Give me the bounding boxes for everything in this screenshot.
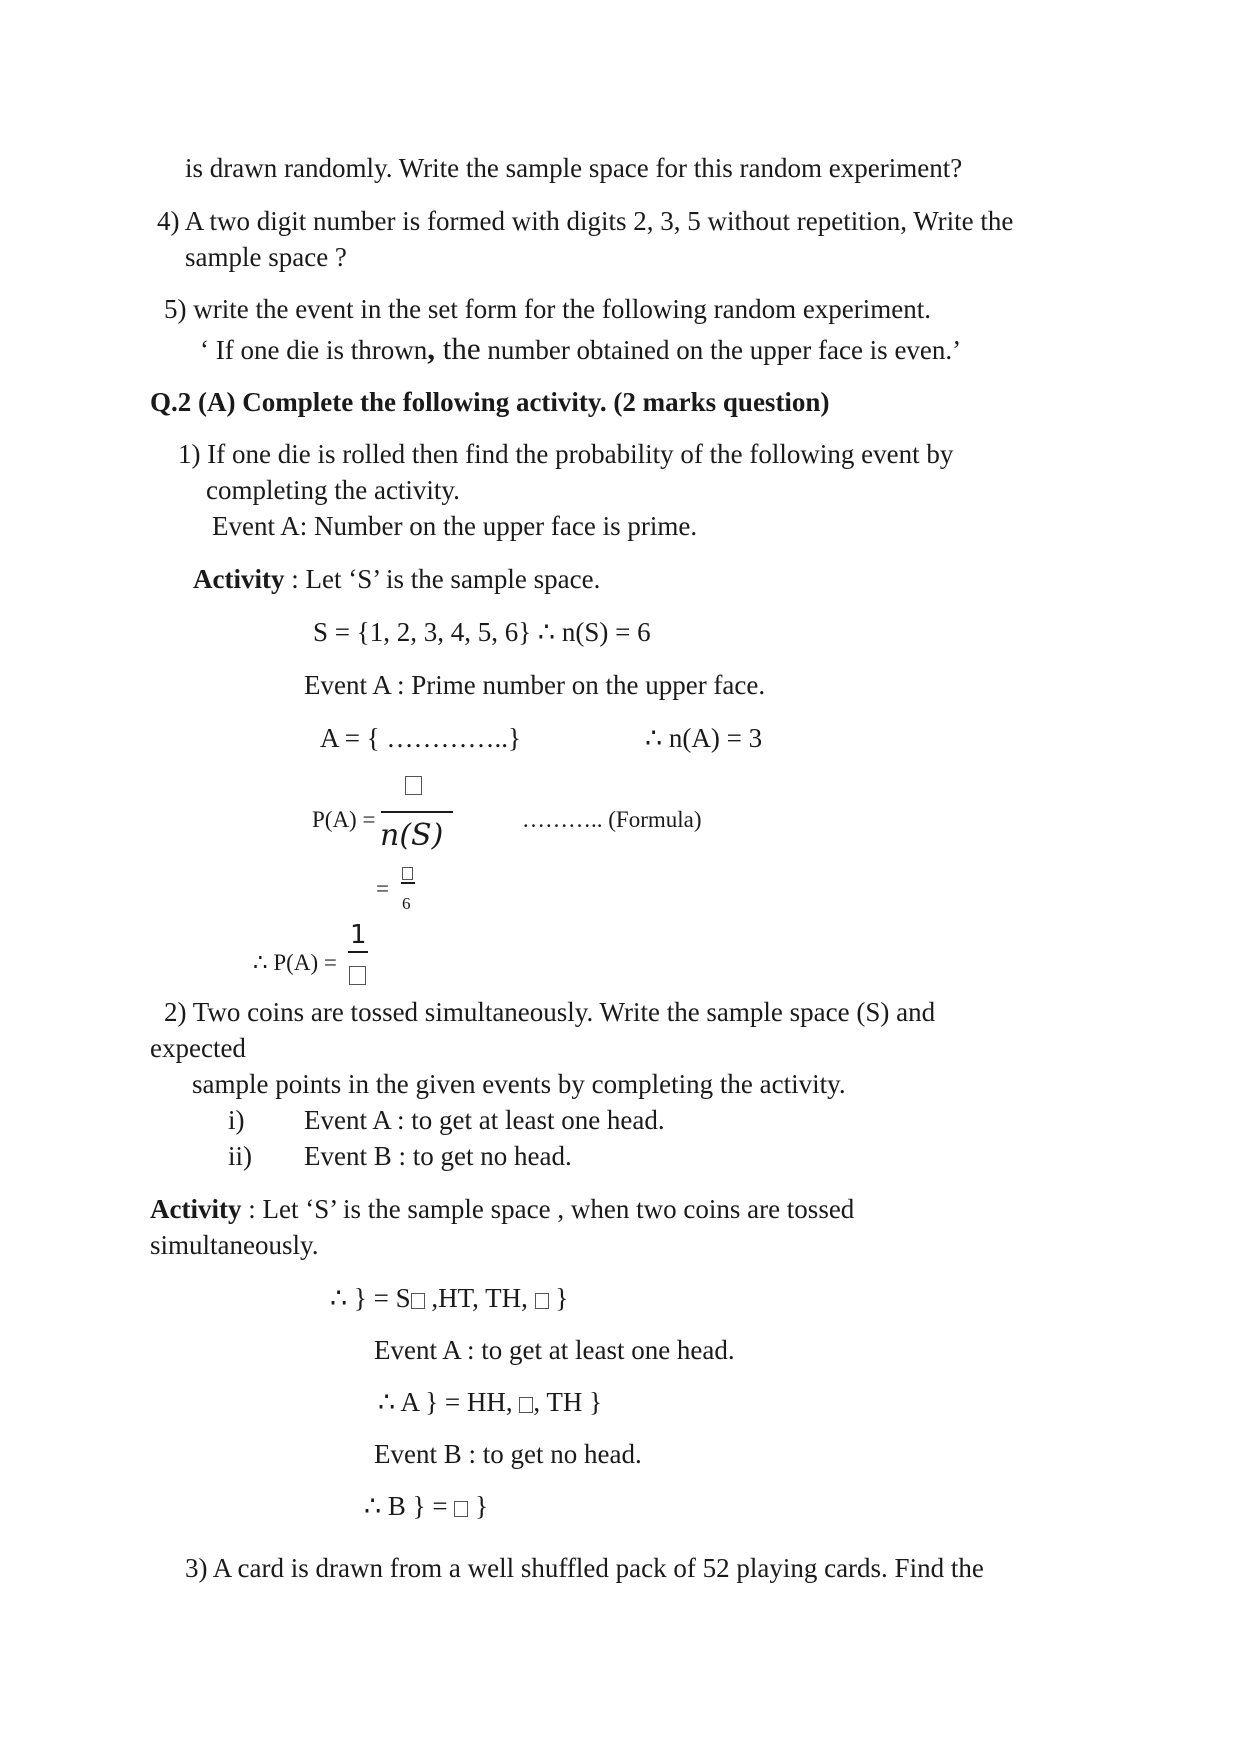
blank-box — [402, 867, 413, 880]
activity-label: Activity — [150, 1194, 242, 1224]
item-number: i) — [228, 1105, 245, 1135]
text-line: sample space ? — [185, 242, 347, 272]
formula-note: ……….. (Formula) — [522, 807, 702, 832]
event-a-set: A = { …………..} — [320, 723, 521, 753]
fraction-bar — [348, 951, 368, 953]
denominator-six: 6 — [402, 894, 411, 913]
text-line: expected — [150, 1033, 246, 1063]
event-a-set — [378, 1386, 602, 1418]
event-a-def: Event A : to get at least one head. — [374, 1335, 735, 1365]
text-line: completing the activity. — [206, 475, 460, 505]
blank-box — [349, 966, 366, 985]
text-span: the — [434, 331, 481, 366]
fraction-bar — [401, 882, 415, 884]
text-span: number obtained on the upper face is even.’ — [480, 335, 962, 365]
text-span: ∴ } = S — [330, 1283, 411, 1313]
pa-label: P(A) = — [312, 807, 376, 832]
equals-sign: = — [376, 876, 389, 901]
question-4: 4) A two digit number is formed with digits 2, 3, 5 without repetition, Write the — [157, 206, 1014, 236]
blank-box — [519, 1397, 533, 1413]
blank-box — [349, 966, 366, 985]
blank-box — [405, 776, 422, 795]
blank-box — [411, 1293, 425, 1309]
sample-space-set: S = {1, 2, 3, 4, 5, 6} ∴ n(S) = 6 — [313, 617, 651, 647]
text-line: sample points in the given events by completing the activity. — [192, 1069, 846, 1099]
question-2a-1: 1) If one die is rolled then find the probability of the following event by — [178, 439, 954, 469]
event-a-def: Event A : Prime number on the upper face. — [304, 670, 766, 700]
text-line: Event A: Number on the upper face is prime. — [212, 511, 698, 541]
question-5: 5) write the event in the set form for the following random experiment. — [164, 294, 932, 324]
text-span: ‘ If one die is thrown — [200, 335, 428, 365]
text-span: } — [468, 1491, 489, 1521]
blank-box — [402, 864, 413, 882]
question-2a-3: 3) A card is drawn from a well shuffled pack of 52 playing cards. Find the — [185, 1553, 984, 1583]
pa-final-label: ∴ P(A) = — [253, 950, 337, 975]
event-a-count: ∴ n(A) = 3 — [645, 723, 763, 753]
blank-box — [405, 776, 422, 795]
text-span: : Let ‘S’ is the sample space , when two coins are tossed — [241, 1194, 855, 1224]
blank-box — [535, 1293, 549, 1309]
text-span: } — [548, 1283, 569, 1313]
event-b-def: Event B : to get no head. — [374, 1439, 642, 1469]
fraction-bar — [381, 811, 453, 813]
text-span: : Let ‘S’ is the sample space. — [284, 564, 601, 594]
item-text: Event A : to get at least one head. — [304, 1105, 665, 1135]
text-span: ∴ B } = — [364, 1491, 455, 1521]
event-b-set — [364, 1490, 488, 1522]
question-2a-2: 2) Two coins are tossed simultaneously. Write the sample space (S) and — [164, 997, 936, 1027]
text-line: simultaneously. — [150, 1230, 319, 1260]
section-heading: Q.2 (A) Complete the following activity. (2 marks question) — [150, 387, 830, 417]
text-span: , — [427, 331, 435, 366]
item-number: ii) — [228, 1141, 252, 1171]
text-line: is drawn randomly. Write the sample space for this random experiment? — [185, 153, 963, 183]
activity-1 — [193, 563, 600, 595]
text-span: ,HT, TH, — [424, 1283, 535, 1313]
item-text: Event B : to get no head. — [304, 1141, 572, 1171]
activity-2 — [150, 1193, 854, 1225]
question-5-event — [200, 333, 961, 366]
sample-space-coins — [330, 1282, 568, 1314]
text-span: ∴ A } = HH, — [378, 1387, 520, 1417]
text-span: , TH } — [533, 1387, 603, 1417]
blank-box — [454, 1501, 468, 1517]
activity-label: Activity — [193, 564, 285, 594]
ns-denominator: n(S) — [380, 818, 444, 853]
numerator-one: 1 — [350, 920, 367, 950]
